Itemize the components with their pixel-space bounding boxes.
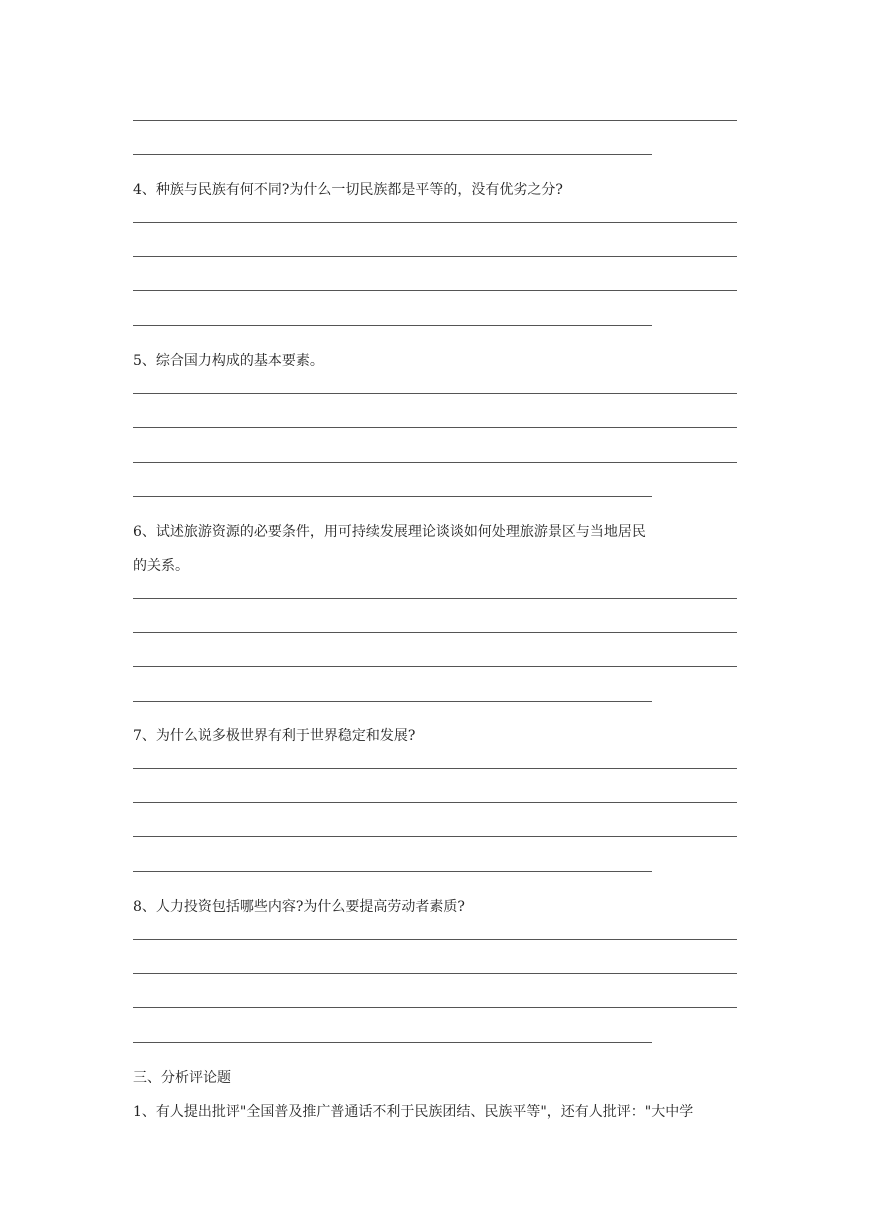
answer-line xyxy=(133,290,737,291)
answer-line xyxy=(133,768,737,769)
answer-line xyxy=(133,393,737,394)
answer-line xyxy=(133,598,737,599)
answer-line xyxy=(133,871,652,872)
answer-line xyxy=(133,973,737,974)
question-8-text: 8、人力投资包括哪些内容?为什么要提高劳动者素质? xyxy=(133,899,465,915)
question-6-text-line2: 的关系。 xyxy=(133,558,189,574)
answer-line xyxy=(133,462,737,463)
answer-line xyxy=(133,154,652,155)
answer-line xyxy=(133,496,652,497)
answer-line xyxy=(133,666,737,667)
answer-line xyxy=(133,222,737,223)
answer-line xyxy=(133,1007,737,1008)
answer-line xyxy=(133,325,652,326)
answer-line xyxy=(133,1042,652,1043)
answer-line xyxy=(133,701,652,702)
answer-line xyxy=(133,256,737,257)
question-7-text: 7、为什么说多极世界有利于世界稳定和发展? xyxy=(133,728,416,744)
answer-line xyxy=(133,632,737,633)
section-title: 三、分析评论题 xyxy=(133,1070,231,1086)
analysis-question-1-text: 1、有人提出批评"全国普及推广普通话不利于民族团结、民族平等"，还有人批评："大中学 xyxy=(133,1104,694,1120)
question-4-text: 4、种族与民族有何不同?为什么一切民族都是平等的，没有优劣之分? xyxy=(133,182,563,198)
answer-line xyxy=(133,836,737,837)
answer-line xyxy=(133,120,737,121)
answer-line xyxy=(133,427,737,428)
answer-line xyxy=(133,802,737,803)
question-6-text-line1: 6、试述旅游资源的必要条件，用可持续发展理论谈谈如何处理旅游景区与当地居民 xyxy=(133,524,646,540)
answer-line xyxy=(133,939,737,940)
question-5-text: 5、综合国力构成的基本要素。 xyxy=(133,353,324,369)
